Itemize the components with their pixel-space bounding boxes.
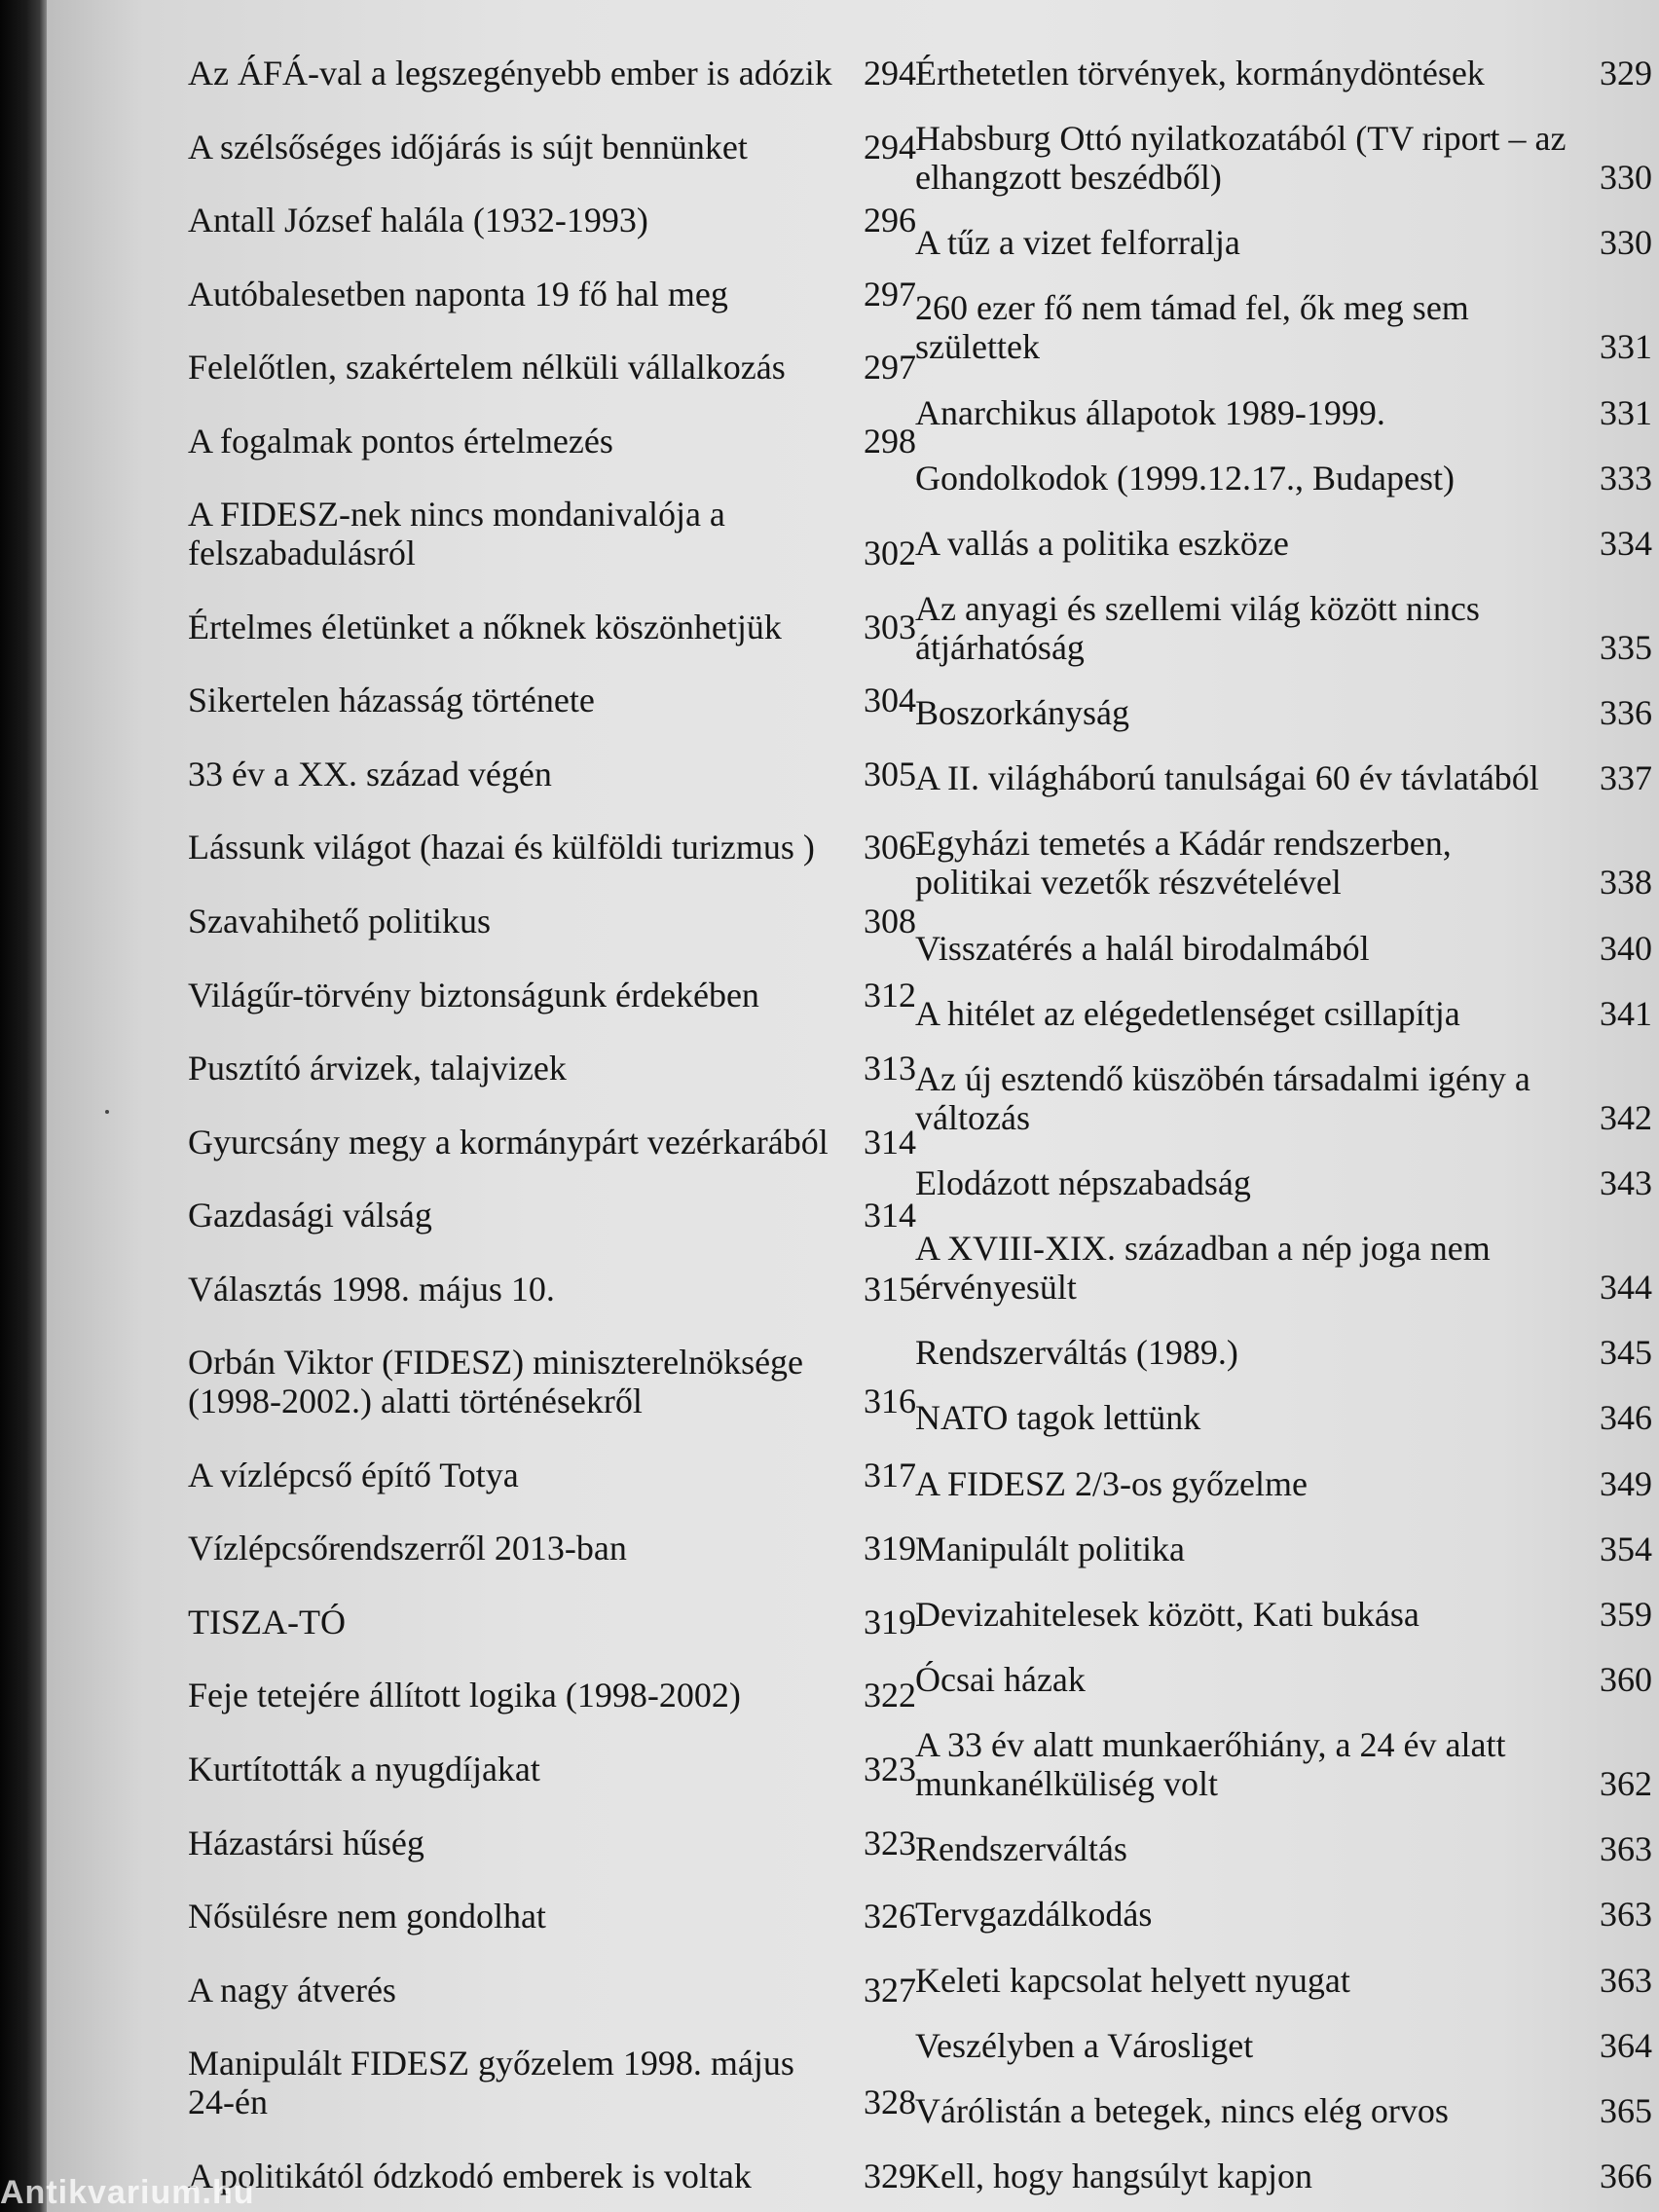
toc-entry-page-number: 294 [864,127,916,166]
toc-entry [915,459,1652,498]
toc-entry-title: A XVIII-XIX. században a nép joga nem érvényesült [915,1229,1491,1308]
toc-entry [188,1343,916,1420]
toc-entry [188,1049,916,1088]
toc-entry-page-number: 337 [1600,758,1652,798]
toc-page [47,0,1659,2212]
toc-entry [915,1895,1652,1934]
toc-entry-page-number: 330 [1600,223,1652,263]
toc-entry [188,1750,916,1788]
toc-entry [915,1595,1652,1634]
toc-entry-page-number: 364 [1600,2025,1652,2065]
toc-entry-title: A II. világháború tanulságai 60 év távlatából [915,758,1539,798]
toc-entry-title: Keleti kapcsolat helyett nyugat [915,1960,1350,2000]
toc-entry-page-number: 330 [1600,158,1652,198]
toc-entry [188,1196,916,1235]
toc-left-column [188,54,916,2195]
toc-entry-title: A tűz a vizet felforralja [915,223,1240,263]
toc-entry-page-number: 335 [1600,627,1652,667]
toc-entry-page-number: 344 [1600,1268,1652,1308]
toc-entry-title: Boszorkányság [915,693,1129,733]
toc-entry-title: Szavahihető politikus [188,902,491,941]
toc-entry [915,223,1652,262]
toc-entry [188,1676,916,1714]
toc-entry-title: Feje tetejére állított logika (1998-2002) [188,1676,741,1715]
toc-entry-title: A hitélet az elégedetlenséget csillapítja [915,993,1460,1033]
toc-entry-page-number: 305 [864,754,916,793]
toc-entry-title: Vízlépcsőrendszerről 2013-ban [188,1529,627,1568]
toc-entry-title: A vallás a politika eszköze [915,523,1289,563]
toc-entry-page-number: 317 [864,1455,916,1494]
toc-entry [915,2157,1652,2195]
toc-entry-title: Nősülésre nem gondolhat [188,1897,546,1936]
toc-entry-title: A fogalmak pontos értelmezés [188,421,613,461]
toc-entry-title: Antall József halála (1932-1993) [188,201,648,240]
toc-entry-page-number: 333 [1600,458,1652,498]
toc-entry-page-number: 315 [864,1269,916,1309]
toc-entry-title: Pusztító árvizek, talajvizek [188,1049,567,1088]
toc-entry-title: Várólistán a betegek, nincs elég orvos [915,2090,1449,2130]
toc-entry [188,755,916,793]
toc-entry-title: Gyurcsány megy a kormánypárt vezérkarából [188,1122,829,1161]
toc-entry [915,1530,1652,1568]
toc-entry [915,1725,1652,1803]
toc-entry-title: Felelőtlen, szakértelem nélküli vállalkozás [188,348,786,387]
toc-entry-title: Az ÁFÁ-val a legszegényebb ember is adózik [188,54,832,92]
toc-entry-page-number: 338 [1600,863,1652,903]
toc-entry [915,1059,1652,1137]
toc-entry-title: Lássunk világot (hazai és külföldi turizmus ) [188,828,815,867]
toc-entry-title: 260 ezer fő nem támad fel, ők meg sem születtek [915,288,1469,367]
toc-entry-title: A nagy átverés [188,1970,396,2009]
toc-entry-title: Házastársi hűség [188,1823,424,1862]
toc-entry-title: Ócsai házak [915,1659,1086,1699]
toc-entry-title: Rendszerváltás (1989.) [915,1333,1238,1373]
toc-entry [915,693,1652,732]
toc-entry-page-number: 294 [864,54,916,92]
toc-entry [915,288,1652,366]
toc-entry-page-number: 359 [1600,1594,1652,1634]
toc-entry-page-number: 297 [864,274,916,313]
toc-entry [188,1529,916,1567]
toc-entry-page-number: 329 [864,2156,916,2195]
toc-entry-title: A vízlépcső építő Totya [188,1455,519,1494]
toc-entry-title: Habsburg Ottó nyilatkozatából (TV riport – az elhangzott beszédből) [915,119,1567,198]
toc-entry-page-number: 306 [864,828,916,867]
toc-entry-page-number: 354 [1600,1529,1652,1568]
toc-entry-page-number: 331 [1600,392,1652,432]
toc-entry-page-number: 314 [864,1122,916,1161]
toc-entry-page-number: 340 [1600,928,1652,968]
toc-entry [915,393,1652,432]
toc-entry-page-number: 365 [1600,2090,1652,2130]
toc-entry-title: Tervgazdálkodás [915,1895,1153,1935]
watermark-text: Antikvarium.hu [0,2174,255,2211]
toc-entry [915,54,1652,92]
toc-entry-page-number: 298 [864,421,916,461]
toc-entry-title: Gazdasági válság [188,1196,432,1235]
toc-entry-title: Manipulált politika [915,1529,1185,1568]
toc-entry-page-number: 314 [864,1196,916,1235]
toc-entry-page-number: 341 [1600,993,1652,1033]
toc-entry [188,1603,916,1641]
toc-entry-page-number: 363 [1600,1895,1652,1935]
toc-entry-title: Veszélyben a Városliget [915,2025,1254,2065]
toc-entry-page-number: 319 [864,1529,916,1568]
toc-entry-page-number: 302 [864,534,916,573]
toc-entry [188,1456,916,1494]
toc-entry [915,1163,1652,1202]
toc-entry [188,1971,916,2009]
toc-entry [915,994,1652,1033]
toc-entry [915,1660,1652,1699]
paper-speck [105,1110,109,1114]
toc-entry [188,1824,916,1862]
toc-entry-title: Visszatérés a halál birodalmából [915,928,1370,968]
toc-entry-page-number: 360 [1600,1659,1652,1699]
toc-entry-page-number: 327 [864,1970,916,2009]
toc-entry [915,758,1652,797]
toc-entry [188,128,916,166]
toc-entry [915,1829,1652,1868]
toc-entry-page-number: 297 [864,348,916,387]
toc-entry-title: Kell, hogy hangsúlyt kapjon [915,2156,1312,2195]
toc-entry-title: A politikától ódzkodó emberek is voltak [188,2156,752,2195]
toc-entry-title: NATO tagok lettünk [915,1398,1201,1438]
toc-entry-title: 33 év a XX. század végén [188,754,552,793]
toc-entry-title: TISZA-TÓ [188,1602,346,1641]
toc-entry-page-number: 349 [1600,1463,1652,1503]
toc-entry [188,902,916,940]
toc-entry-page-number: 308 [864,902,916,941]
toc-entry-page-number: 322 [864,1676,916,1715]
toc-entry-title: A szélsőséges időjárás is sújt bennünket [188,127,748,166]
toc-entry-page-number: 304 [864,681,916,720]
toc-entry-title: Kurtították a nyugdíjakat [188,1750,540,1789]
toc-entry [915,524,1652,563]
toc-entry [915,589,1652,667]
toc-entry-title: Manipulált FIDESZ győzelem 1998. május 24-én [188,2044,794,2122]
toc-entry [915,929,1652,968]
toc-entry [188,201,916,240]
toc-entry-page-number: 336 [1600,693,1652,733]
toc-entry-page-number: 346 [1600,1398,1652,1438]
toc-entry [915,1464,1652,1503]
toc-entry-title: A FIDESZ 2/3-os győzelme [915,1463,1308,1503]
toc-entry-title: Értelmes életünket a nőknek köszönhetjük [188,607,782,646]
toc-entry-title: A FIDESZ-nek nincs mondanivalója a felszabadulásról [188,495,725,573]
toc-entry [188,976,916,1014]
toc-entry [188,1897,916,1936]
toc-entry-title: Autóbalesetben naponta 19 fő hal meg [188,274,728,313]
toc-entry-page-number: 303 [864,607,916,646]
book-spine-shadow [0,0,47,2212]
toc-entry-page-number: 362 [1600,1764,1652,1804]
toc-entry [188,422,916,461]
toc-entry [188,608,916,646]
toc-entry-page-number: 331 [1600,327,1652,367]
toc-entry [188,348,916,387]
toc-entry [188,275,916,313]
toc-entry [188,1270,916,1309]
toc-entry-title: Anarchikus állapotok 1989-1999. [915,392,1385,432]
toc-entry-page-number: 366 [1600,2156,1652,2195]
toc-entry [915,824,1652,902]
toc-entry-title: Gondolkodok (1999.12.17., Budapest) [915,458,1455,498]
toc-entry-page-number: 342 [1600,1097,1652,1137]
toc-entry-page-number: 328 [864,2083,916,2122]
toc-entry-title: A 33 év alatt munkaerőhiány, a 24 év alatt munkanélküliség volt [915,1725,1506,1804]
toc-entry-page-number: 319 [864,1602,916,1641]
toc-entry [188,495,916,572]
toc-entry [915,2091,1652,2130]
toc-entry-page-number: 343 [1600,1162,1652,1202]
toc-entry [915,1333,1652,1372]
toc-entry-page-number: 316 [864,1382,916,1421]
toc-entry [915,119,1652,197]
toc-entry [188,2157,916,2195]
toc-entry-title: Rendszerváltás [915,1829,1127,1869]
toc-entry-title: Világűr-törvény biztonságunk érdekében [188,975,759,1014]
toc-entry-page-number: 323 [864,1823,916,1862]
toc-entry-page-number: 363 [1600,1829,1652,1869]
toc-entry-page-number: 363 [1600,1960,1652,2000]
toc-entry-title: Az anyagi és szellemi világ között nincs átjárhatóság [915,588,1480,667]
toc-entry [915,2026,1652,2065]
toc-entry-title: Elodázott népszabadság [915,1162,1251,1202]
toc-entry [915,1961,1652,2000]
toc-entry [188,681,916,719]
toc-entry [188,828,916,866]
toc-entry-title: Orbán Viktor (FIDESZ) miniszterelnöksége (1998-2002.) alatti történésekről [188,1343,804,1421]
toc-entry-page-number: 313 [864,1049,916,1088]
toc-entry-page-number: 296 [864,201,916,240]
toc-entry [188,1123,916,1161]
toc-entry-page-number: 326 [864,1897,916,1936]
toc-right-column [915,54,1652,2195]
toc-entry-title: Sikertelen házasság története [188,681,595,720]
toc-entry [915,1398,1652,1437]
toc-entry [188,2044,916,2121]
toc-entry-title: Egyházi temetés a Kádár rendszerben, politikai vezetők részvételével [915,824,1452,903]
toc-entry [915,1229,1652,1307]
toc-entry-title: Devizahitelesek között, Kati bukása [915,1594,1419,1634]
toc-entry-page-number: 345 [1600,1333,1652,1373]
toc-entry-page-number: 329 [1600,54,1652,92]
toc-entry-page-number: 312 [864,975,916,1014]
toc-entry-page-number: 323 [864,1750,916,1789]
toc-entry-title: Érthetetlen törvények, kormánydöntések [915,54,1485,92]
toc-entry-title: Az új esztendő küszöbén társadalmi igény a változás [915,1058,1530,1137]
toc-entry-title: Választás 1998. május 10. [188,1269,555,1309]
toc-entry-page-number: 334 [1600,523,1652,563]
toc-entry [188,54,916,92]
